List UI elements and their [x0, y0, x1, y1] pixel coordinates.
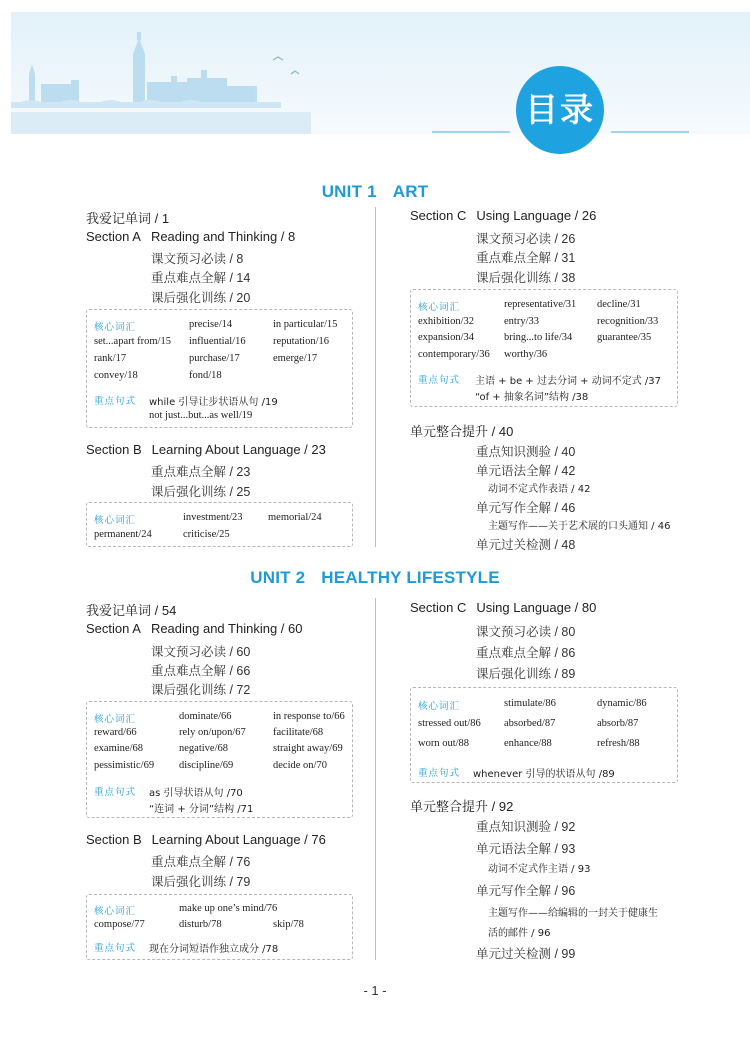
toc-item[interactable]: 课后强化训练 / 89 [476, 667, 576, 681]
toc-item[interactable]: 单元过关检测 / 48 [476, 538, 576, 552]
core-vocab-label: 核心词汇 [418, 701, 461, 712]
key-sentence-label: 重点句式 [94, 943, 137, 954]
vocab-word: facilitate/68 [273, 727, 324, 738]
unit1-integration-heading[interactable]: 单元整合提升 / 40 [410, 424, 514, 439]
header-banner [11, 12, 750, 134]
unit1-section-c-heading[interactable] [410, 208, 596, 223]
header-rule-right [611, 131, 689, 133]
unit2-section-a-heading[interactable] [86, 621, 302, 636]
vocab-word: enhance/88 [504, 738, 552, 749]
vocab-word: purchase/17 [189, 353, 240, 364]
vocab-word: dominate/66 [179, 711, 232, 722]
vocab-word: entry/33 [504, 316, 539, 327]
toc-item[interactable]: 课文预习必读 / 80 [476, 625, 576, 639]
core-vocab-label: 核心词汇 [94, 906, 137, 917]
vocab-word: negative/68 [179, 743, 228, 754]
vocab-word: absorbed/87 [504, 718, 556, 729]
unit2-title [0, 568, 750, 588]
toc-item[interactable]: 课后强化训练 / 20 [151, 291, 251, 305]
london-skyline-illustration [11, 12, 311, 134]
vocab-word: convey/18 [94, 370, 138, 381]
toc-item[interactable]: 单元过关检测 / 99 [476, 947, 576, 961]
section-title: Reading and Thinking / 8 [150, 229, 296, 244]
key-sentence-label: 重点句式 [418, 768, 461, 779]
vocab-word: rank/17 [94, 353, 127, 364]
key-sentence: as 引导状语从句 /70 [149, 788, 243, 799]
section-label: Section C [410, 208, 467, 223]
toc-subitem[interactable]: 动词不定式作表语 / 42 [488, 484, 591, 495]
toc-item[interactable]: 重点知识测验 / 40 [476, 445, 576, 459]
vocab-word: disturb/78 [179, 919, 222, 930]
vocab-word: investment/23 [183, 512, 243, 523]
vocab-word: straight away/69 [273, 743, 343, 754]
key-sentence: “连词 + 分词”结构 /71 [149, 804, 254, 815]
vocab-word: bring...to life/34 [504, 332, 573, 343]
key-sentence: 主语 + be + 过去分词 + 动词不定式 /37 [475, 376, 661, 387]
unit2-section-b-vocab-box [86, 894, 353, 960]
vocab-word: guarantee/35 [597, 332, 652, 343]
vocab-word: set...apart from/15 [94, 336, 171, 347]
unit2-section-b-heading[interactable] [86, 832, 326, 847]
vocab-word: influential/16 [189, 336, 246, 347]
key-sentence: whenever 引导的状语从句 /89 [473, 769, 615, 780]
vocab-word: recognition/33 [597, 316, 659, 327]
toc-item[interactable]: 课后强化训练 / 79 [151, 875, 251, 889]
key-sentence-label: 重点句式 [94, 396, 137, 407]
unit2-integration-heading[interactable]: 单元整合提升 / 92 [410, 799, 514, 814]
unit2-title-name: HEALTHY LIFESTYLE [321, 568, 500, 587]
toc-subitem[interactable]: 主题写作——给编辑的一封关于健康生 [488, 908, 658, 919]
vocab-word: rely on/upon/67 [179, 727, 246, 738]
vocab-word: reputation/16 [273, 336, 329, 347]
unit1-title-name: ART [392, 182, 429, 201]
toc-item[interactable]: 重点难点全解 / 66 [151, 664, 251, 678]
vocab-word: contemporary/36 [418, 349, 490, 360]
vocab-word: exhibition/32 [418, 316, 474, 327]
vocab-word: decide on/70 [273, 760, 327, 771]
toc-item[interactable]: 重点难点全解 / 14 [151, 271, 251, 285]
vocab-word: in particular/15 [273, 319, 338, 330]
key-sentence: not just...but...as well/19 [149, 410, 253, 421]
toc-item[interactable]: 单元语法全解 / 93 [476, 842, 576, 856]
toc-item[interactable]: 课文预习必读 / 8 [151, 252, 244, 266]
unit1-column-divider [375, 207, 376, 547]
toc-subitem[interactable]: 动词不定式作主语 / 93 [488, 864, 591, 875]
unit2-section-a-vocab-box [86, 701, 353, 818]
toc-item[interactable]: 单元写作全解 / 96 [476, 884, 576, 898]
vocab-word: refresh/88 [597, 738, 640, 749]
unit2-section-c-vocab-box [410, 687, 678, 783]
vocab-word: discipline/69 [179, 760, 234, 771]
toc-item[interactable]: 课文预习必读 / 26 [476, 232, 576, 246]
unit2-memorize-link[interactable]: 我爱记单词 / 54 [86, 603, 177, 618]
vocab-word: worthy/36 [504, 349, 548, 360]
vocab-word: dynamic/86 [597, 698, 647, 709]
core-vocab-label: 核心词汇 [94, 322, 137, 333]
vocab-word: in response to/66 [273, 711, 345, 722]
key-sentence: “of + 抽象名词”结构 /38 [475, 392, 589, 403]
toc-title-badge [516, 66, 604, 154]
section-title: Learning About Language / 23 [151, 442, 326, 457]
vocab-word: permanent/24 [94, 529, 152, 540]
toc-item[interactable]: 单元语法全解 / 42 [476, 464, 576, 478]
unit2-title-number: UNIT 2 [250, 568, 306, 587]
key-sentence-label: 重点句式 [418, 375, 461, 386]
vocab-word: absorb/87 [597, 718, 639, 729]
toc-item[interactable]: 重点难点全解 / 86 [476, 646, 576, 660]
toc-item[interactable]: 重点知识测验 / 92 [476, 820, 576, 834]
unit2-column-divider [375, 598, 376, 960]
toc-subitem-continued[interactable]: 活的邮件 / 96 [488, 928, 551, 939]
key-sentence: while 引导让步状语从句 /19 [149, 397, 278, 408]
vocab-word: examine/68 [94, 743, 143, 754]
key-sentence-label: 重点句式 [94, 787, 137, 798]
vocab-word: stimulate/86 [504, 698, 556, 709]
section-label: Section A [86, 621, 141, 636]
unit1-section-c-vocab-box [410, 289, 678, 407]
vocab-word: compose/77 [94, 919, 145, 930]
toc-item[interactable]: 重点难点全解 / 31 [476, 251, 576, 265]
toc-item[interactable]: 单元写作全解 / 46 [476, 501, 576, 515]
vocab-word: memorial/24 [268, 512, 322, 523]
core-vocab-label: 核心词汇 [94, 515, 137, 526]
toc-item[interactable]: 课后强化训练 / 72 [151, 683, 251, 697]
unit1-memorize-link[interactable]: 我爱记单词 / 1 [86, 211, 170, 226]
unit1-title-number: UNIT 1 [321, 182, 377, 201]
page-number: - 1 - [363, 983, 387, 998]
vocab-word: reward/66 [94, 727, 137, 738]
toc-item[interactable]: 课文预习必读 / 60 [151, 645, 251, 659]
unit1-section-a-heading[interactable] [86, 229, 295, 244]
core-vocab-label: 核心词汇 [418, 302, 461, 313]
vocab-word: decline/31 [597, 299, 641, 310]
unit1-title [0, 182, 750, 202]
unit1-section-a-vocab-box [86, 309, 353, 428]
section-title: Reading and Thinking / 60 [150, 621, 303, 636]
toc-item[interactable]: 重点难点全解 / 23 [151, 465, 251, 479]
vocab-word: emerge/17 [273, 353, 318, 364]
section-title: Using Language / 26 [476, 208, 597, 223]
vocab-word: worn out/88 [418, 738, 470, 749]
vocab-word: stressed out/86 [418, 718, 481, 729]
vocab-word: precise/14 [189, 319, 233, 330]
unit1-section-b-heading[interactable] [86, 442, 326, 457]
toc-item[interactable]: 重点难点全解 / 76 [151, 855, 251, 869]
header-rule-left [432, 131, 510, 133]
vocab-word: representative/31 [504, 299, 577, 310]
vocab-word: criticise/25 [183, 529, 230, 540]
vocab-word: make up one’s mind/76 [179, 903, 278, 914]
toc-item[interactable]: 课后强化训练 / 38 [476, 271, 576, 285]
vocab-word: fond/18 [189, 370, 222, 381]
toc-item[interactable]: 课后强化训练 / 25 [151, 485, 251, 499]
unit2-section-c-heading[interactable] [410, 600, 596, 615]
section-title: Using Language / 80 [476, 600, 597, 615]
section-label: Section C [410, 600, 467, 615]
vocab-word: expansion/34 [418, 332, 474, 343]
toc-subitem[interactable]: 主题写作——关于艺术展的口头通知 / 46 [488, 521, 671, 532]
core-vocab-label: 核心词汇 [94, 714, 137, 725]
key-sentence: 现在分词短语作独立成分 /78 [149, 944, 279, 955]
section-label: Section A [86, 229, 141, 244]
toc-title: 目录 [525, 90, 595, 129]
vocab-word: pessimistic/69 [94, 760, 155, 771]
section-label: Section B [86, 442, 142, 457]
section-label: Section B [86, 832, 142, 847]
section-title: Learning About Language / 76 [151, 832, 326, 847]
unit1-section-b-vocab-box [86, 502, 353, 547]
vocab-word: skip/78 [273, 919, 304, 930]
